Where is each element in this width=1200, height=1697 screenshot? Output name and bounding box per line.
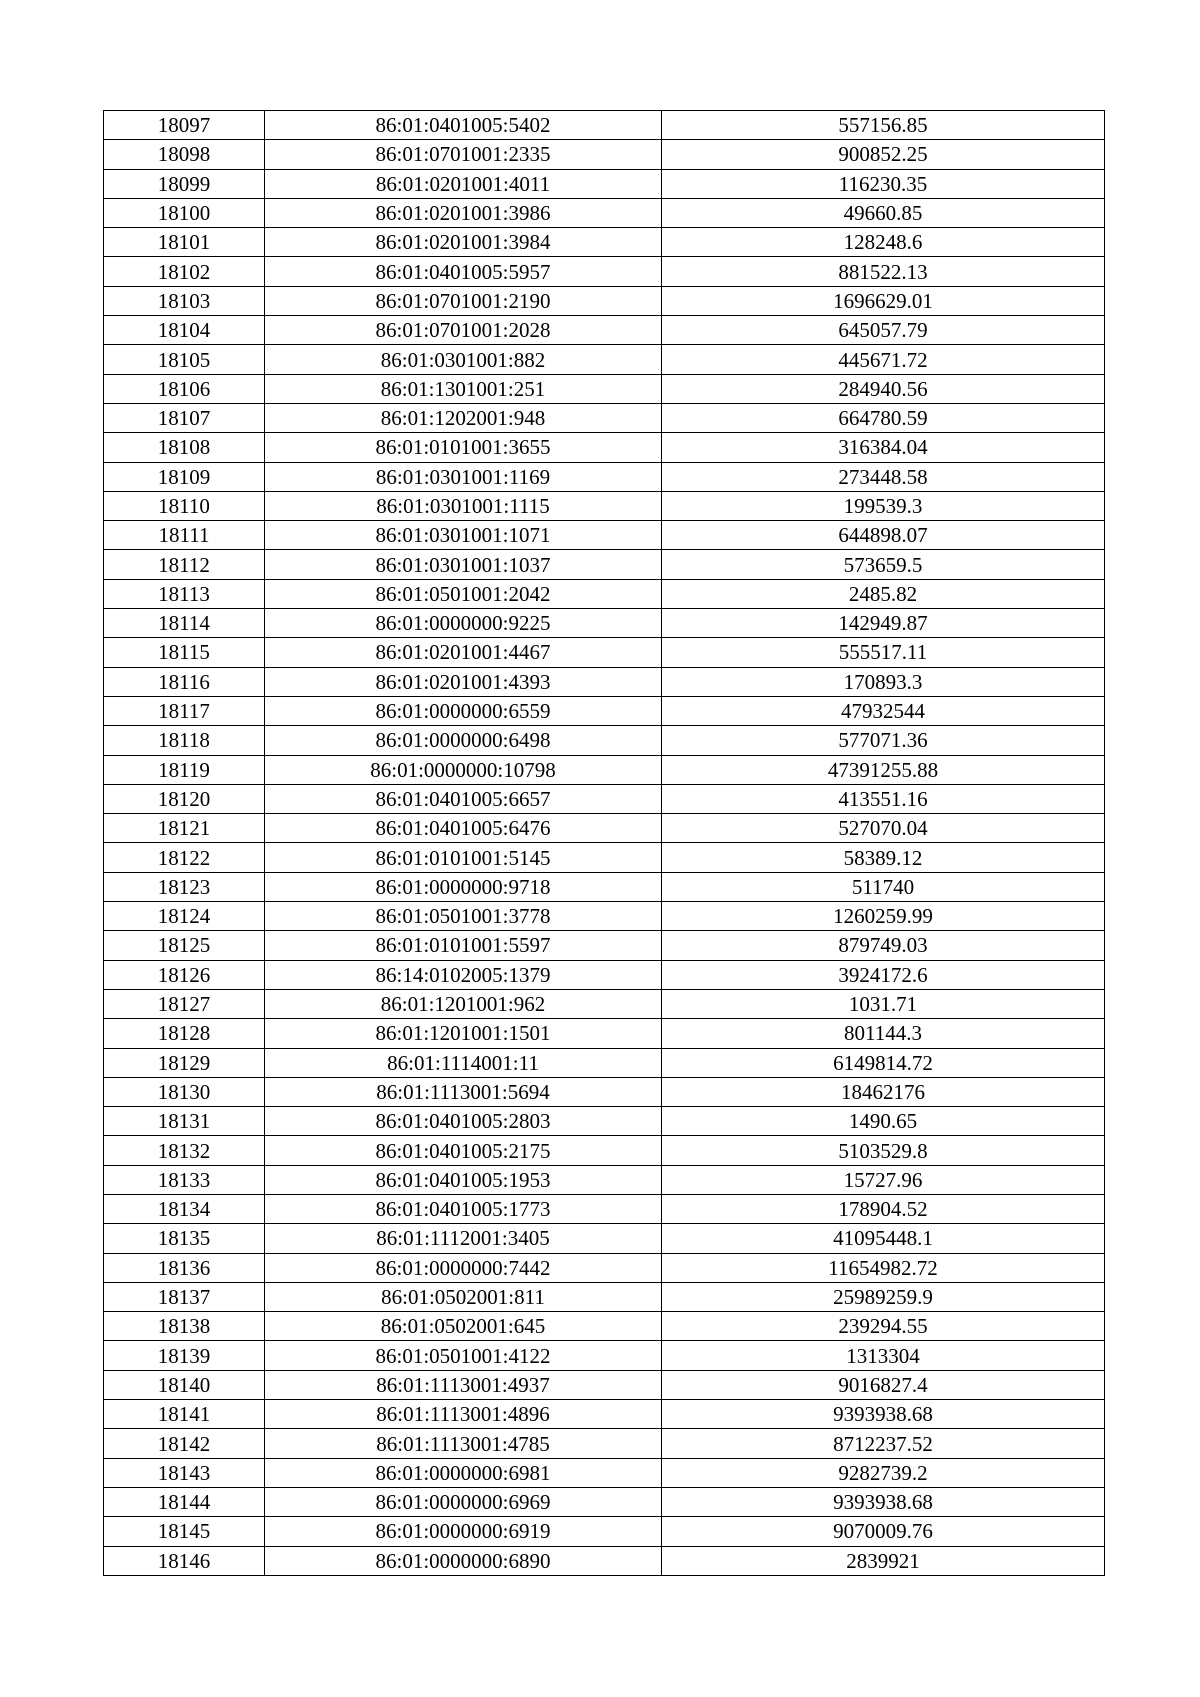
value-cell: 284940.56 [662,374,1105,403]
row-number-cell: 18131 [104,1107,265,1136]
table-row [104,462,1105,491]
row-number-cell: 18112 [104,550,265,579]
value-cell: 644898.07 [662,521,1105,550]
row-number-cell: 18109 [104,462,265,491]
cadastral-number-cell: 86:01:0301001:1037 [265,550,662,579]
value-cell: 555517.11 [662,638,1105,667]
table-row [104,140,1105,169]
row-number-cell: 18108 [104,433,265,462]
cadastral-number-cell: 86:01:0201001:3986 [265,198,662,227]
cadastral-number-cell: 86:01:0401005:5957 [265,257,662,286]
table-row [104,843,1105,872]
value-cell: 116230.35 [662,169,1105,198]
row-number-cell: 18121 [104,814,265,843]
table-row [104,1546,1105,1575]
row-number-cell: 18104 [104,316,265,345]
table-row [104,960,1105,989]
table-row [104,433,1105,462]
table-row [104,1282,1105,1311]
table-row [104,902,1105,931]
row-number-cell: 18114 [104,609,265,638]
row-number-cell: 18146 [104,1546,265,1575]
value-cell: 1696629.01 [662,286,1105,315]
row-number-cell: 18127 [104,989,265,1018]
table-row [104,989,1105,1018]
table-row [104,1165,1105,1194]
value-cell: 316384.04 [662,433,1105,462]
cadastral-number-cell: 86:01:0101001:5145 [265,843,662,872]
value-cell: 2485.82 [662,579,1105,608]
value-cell: 573659.5 [662,550,1105,579]
cadastral-number-cell: 86:01:0701001:2028 [265,316,662,345]
table-row [104,1224,1105,1253]
value-cell: 1490.65 [662,1107,1105,1136]
row-number-cell: 18120 [104,784,265,813]
cadastral-number-cell: 86:01:1202001:948 [265,403,662,432]
value-cell: 445671.72 [662,345,1105,374]
table-row [104,316,1105,345]
cadastral-number-cell: 86:01:0201001:3984 [265,228,662,257]
value-cell: 9070009.76 [662,1517,1105,1546]
row-number-cell: 18106 [104,374,265,403]
row-number-cell: 18142 [104,1429,265,1458]
table-row [104,814,1105,843]
value-cell: 8712237.52 [662,1429,1105,1458]
row-number-cell: 18123 [104,872,265,901]
cadastral-number-cell: 86:01:0000000:6559 [265,696,662,725]
row-number-cell: 18115 [104,638,265,667]
cadastral-number-cell: 86:01:0401005:2803 [265,1107,662,1136]
cadastral-number-cell: 86:01:0401005:2175 [265,1136,662,1165]
table-row [104,1400,1105,1429]
value-cell: 3924172.6 [662,960,1105,989]
value-cell: 1031.71 [662,989,1105,1018]
cadastral-number-cell: 86:01:0501001:4122 [265,1341,662,1370]
value-cell: 58389.12 [662,843,1105,872]
value-cell: 2839921 [662,1546,1105,1575]
value-cell: 664780.59 [662,403,1105,432]
value-cell: 413551.16 [662,784,1105,813]
row-number-cell: 18135 [104,1224,265,1253]
row-number-cell: 18143 [104,1458,265,1487]
cadastral-number-cell: 86:01:0701001:2190 [265,286,662,315]
cadastral-number-cell: 86:01:1114001:11 [265,1048,662,1077]
table-row [104,1136,1105,1165]
cadastral-number-cell: 86:01:0101001:3655 [265,433,662,462]
value-cell: 9016827.4 [662,1370,1105,1399]
value-cell: 273448.58 [662,462,1105,491]
value-cell: 49660.85 [662,198,1105,227]
value-cell: 11654982.72 [662,1253,1105,1282]
table-row [104,491,1105,520]
cadastral-number-cell: 86:01:1201001:962 [265,989,662,1018]
cadastral-number-cell: 86:01:0101001:5597 [265,931,662,960]
table-row [104,1487,1105,1516]
value-cell: 577071.36 [662,726,1105,755]
cadastral-value-table [103,110,1105,1576]
cadastral-number-cell: 86:01:1201001:1501 [265,1019,662,1048]
table-row [104,726,1105,755]
row-number-cell: 18129 [104,1048,265,1077]
table-row [104,1312,1105,1341]
value-cell: 170893.3 [662,667,1105,696]
cadastral-number-cell: 86:01:1113001:4785 [265,1429,662,1458]
table-row [104,1253,1105,1282]
row-number-cell: 18100 [104,198,265,227]
row-number-cell: 18141 [104,1400,265,1429]
value-cell: 557156.85 [662,111,1105,140]
value-cell: 879749.03 [662,931,1105,960]
value-cell: 9282739.2 [662,1458,1105,1487]
table-row [104,1517,1105,1546]
row-number-cell: 18099 [104,169,265,198]
cadastral-number-cell: 86:01:0301001:882 [265,345,662,374]
table-row [104,1107,1105,1136]
row-number-cell: 18139 [104,1341,265,1370]
value-cell: 527070.04 [662,814,1105,843]
value-cell: 142949.87 [662,609,1105,638]
cadastral-number-cell: 86:14:0102005:1379 [265,960,662,989]
cadastral-number-cell: 86:01:0301001:1169 [265,462,662,491]
cadastral-number-cell: 86:01:0000000:7442 [265,1253,662,1282]
cadastral-number-cell: 86:01:1113001:4937 [265,1370,662,1399]
row-number-cell: 18134 [104,1194,265,1223]
row-number-cell: 18144 [104,1487,265,1516]
cadastral-number-cell: 86:01:1301001:251 [265,374,662,403]
row-number-cell: 18119 [104,755,265,784]
row-number-cell: 18107 [104,403,265,432]
table-row [104,257,1105,286]
value-cell: 900852.25 [662,140,1105,169]
cadastral-number-cell: 86:01:0000000:6890 [265,1546,662,1575]
cadastral-number-cell: 86:01:0401005:5402 [265,111,662,140]
value-cell: 645057.79 [662,316,1105,345]
row-number-cell: 18138 [104,1312,265,1341]
table-row [104,931,1105,960]
cadastral-number-cell: 86:01:0401005:1953 [265,1165,662,1194]
table-row [104,1019,1105,1048]
table-row [104,579,1105,608]
table-row [104,755,1105,784]
table-row [104,374,1105,403]
value-cell: 801144.3 [662,1019,1105,1048]
value-cell: 15727.96 [662,1165,1105,1194]
cadastral-number-cell: 86:01:0701001:2335 [265,140,662,169]
value-cell: 47391255.88 [662,755,1105,784]
value-cell: 41095448.1 [662,1224,1105,1253]
value-cell: 1313304 [662,1341,1105,1370]
value-cell: 199539.3 [662,491,1105,520]
row-number-cell: 18111 [104,521,265,550]
table-row [104,521,1105,550]
row-number-cell: 18102 [104,257,265,286]
cadastral-number-cell: 86:01:0000000:9718 [265,872,662,901]
value-cell: 128248.6 [662,228,1105,257]
cadastral-number-cell: 86:01:0000000:10798 [265,755,662,784]
row-number-cell: 18133 [104,1165,265,1194]
row-number-cell: 18098 [104,140,265,169]
row-number-cell: 18140 [104,1370,265,1399]
row-number-cell: 18101 [104,228,265,257]
row-number-cell: 18125 [104,931,265,960]
value-cell: 18462176 [662,1077,1105,1106]
table-row [104,1341,1105,1370]
cadastral-number-cell: 86:01:0401005:6657 [265,784,662,813]
row-number-cell: 18130 [104,1077,265,1106]
cadastral-number-cell: 86:01:0000000:6969 [265,1487,662,1516]
row-number-cell: 18117 [104,696,265,725]
cadastral-number-cell: 86:01:0501001:3778 [265,902,662,931]
table-row [104,198,1105,227]
cadastral-number-cell: 86:01:1113001:5694 [265,1077,662,1106]
table-row [104,1194,1105,1223]
table-row [104,696,1105,725]
cadastral-number-cell: 86:01:0401005:6476 [265,814,662,843]
table-row [104,1077,1105,1106]
cadastral-number-cell: 86:01:0201001:4011 [265,169,662,198]
value-cell: 6149814.72 [662,1048,1105,1077]
row-number-cell: 18126 [104,960,265,989]
cadastral-number-cell: 86:01:0501001:2042 [265,579,662,608]
cadastral-number-cell: 86:01:1113001:4896 [265,1400,662,1429]
value-cell: 5103529.8 [662,1136,1105,1165]
table-row [104,111,1105,140]
table-row [104,638,1105,667]
value-cell: 881522.13 [662,257,1105,286]
row-number-cell: 18136 [104,1253,265,1282]
table-row [104,345,1105,374]
cadastral-number-cell: 86:01:0301001:1071 [265,521,662,550]
row-number-cell: 18103 [104,286,265,315]
cadastral-number-cell: 86:01:0000000:9225 [265,609,662,638]
table-row [104,169,1105,198]
row-number-cell: 18113 [104,579,265,608]
table-row [104,1429,1105,1458]
row-number-cell: 18128 [104,1019,265,1048]
row-number-cell: 18118 [104,726,265,755]
cadastral-number-cell: 86:01:0000000:6498 [265,726,662,755]
row-number-cell: 18097 [104,111,265,140]
row-number-cell: 18110 [104,491,265,520]
table-row [104,228,1105,257]
table-row [104,872,1105,901]
value-cell: 9393938.68 [662,1487,1105,1516]
cadastral-number-cell: 86:01:1112001:3405 [265,1224,662,1253]
row-number-cell: 18105 [104,345,265,374]
value-cell: 47932544 [662,696,1105,725]
table-row [104,286,1105,315]
cadastral-number-cell: 86:01:0401005:1773 [265,1194,662,1223]
value-cell: 9393938.68 [662,1400,1105,1429]
value-cell: 239294.55 [662,1312,1105,1341]
value-cell: 178904.52 [662,1194,1105,1223]
row-number-cell: 18116 [104,667,265,696]
cadastral-number-cell: 86:01:0201001:4467 [265,638,662,667]
row-number-cell: 18145 [104,1517,265,1546]
value-cell: 511740 [662,872,1105,901]
value-cell: 1260259.99 [662,902,1105,931]
table-row [104,784,1105,813]
row-number-cell: 18122 [104,843,265,872]
cadastral-number-cell: 86:01:0201001:4393 [265,667,662,696]
value-cell: 25989259.9 [662,1282,1105,1311]
table-row [104,1458,1105,1487]
table-row [104,667,1105,696]
table-row [104,609,1105,638]
cadastral-number-cell: 86:01:0000000:6919 [265,1517,662,1546]
table-row [104,1048,1105,1077]
cadastral-number-cell: 86:01:0502001:811 [265,1282,662,1311]
cadastral-number-cell: 86:01:0502001:645 [265,1312,662,1341]
row-number-cell: 18124 [104,902,265,931]
table-row [104,403,1105,432]
table-row [104,1370,1105,1399]
table-body [104,111,1105,1576]
cadastral-number-cell: 86:01:0000000:6981 [265,1458,662,1487]
cadastral-number-cell: 86:01:0301001:1115 [265,491,662,520]
row-number-cell: 18137 [104,1282,265,1311]
row-number-cell: 18132 [104,1136,265,1165]
table-row [104,550,1105,579]
